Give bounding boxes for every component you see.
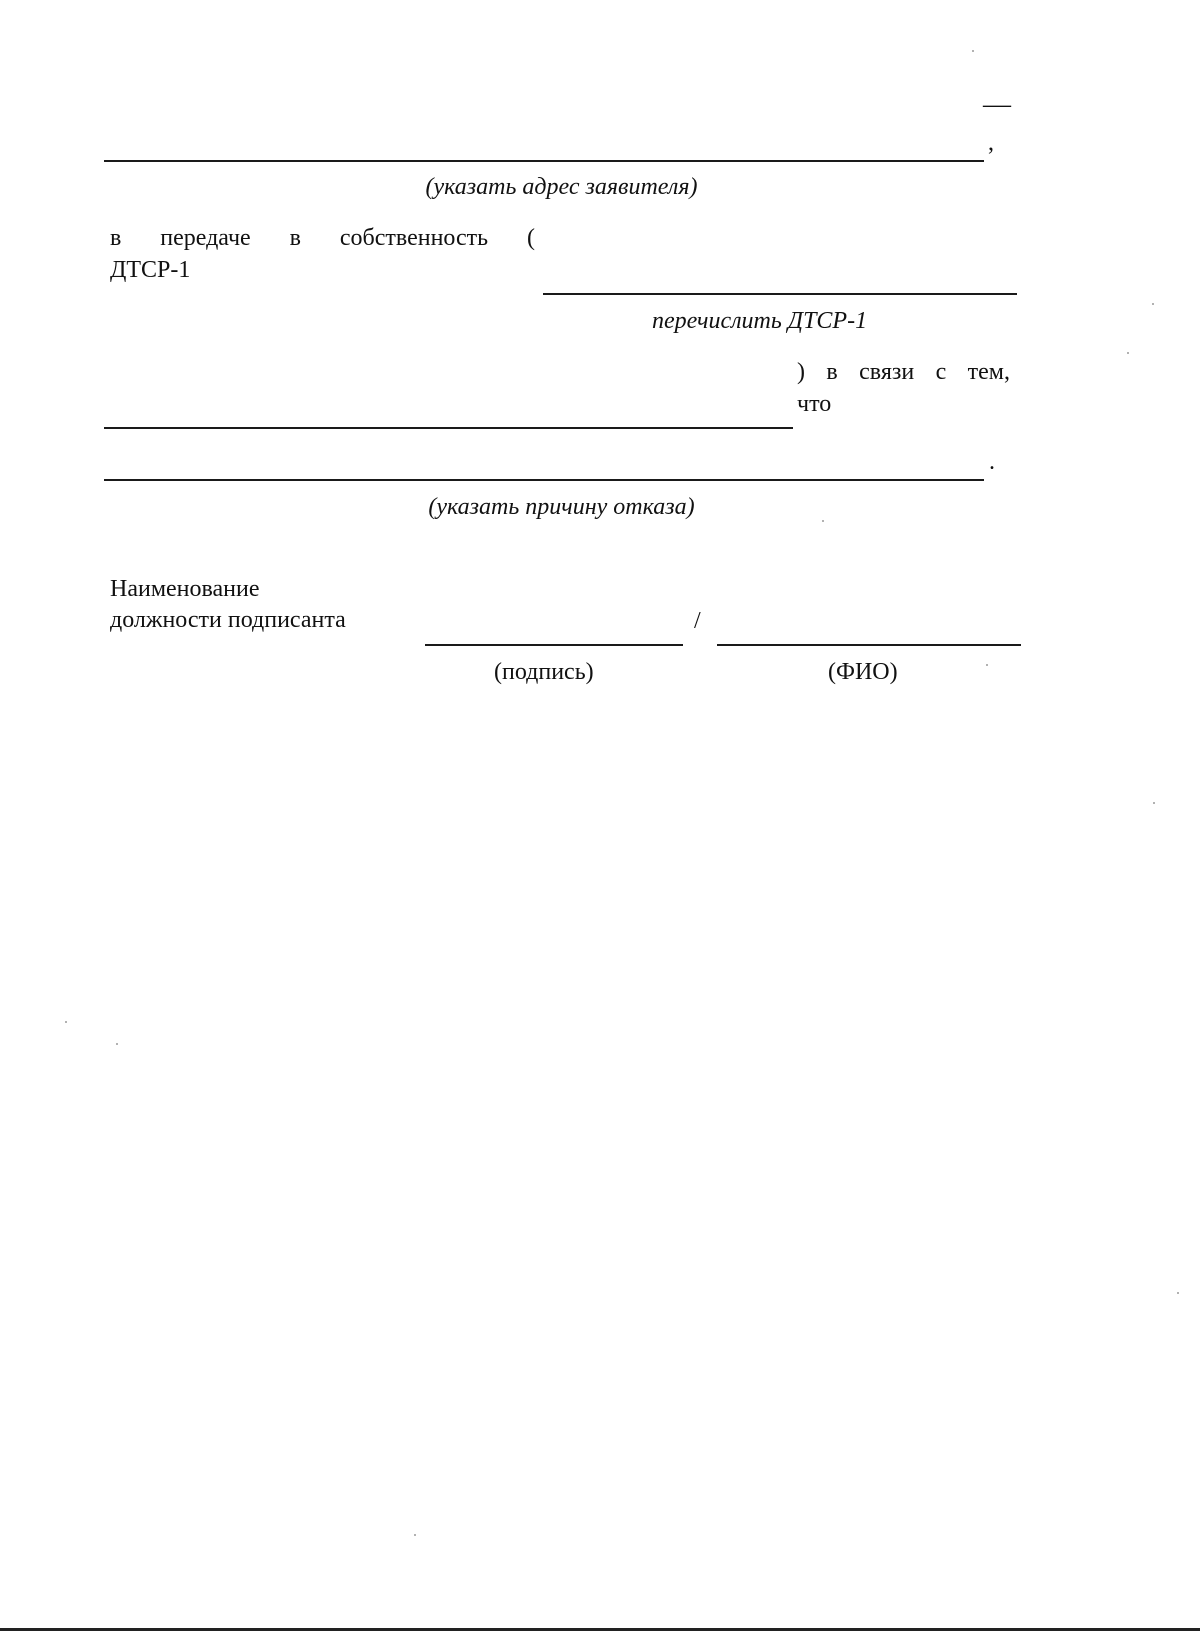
reason-line-2[interactable]: [104, 479, 984, 481]
signature-caption: (подпись): [494, 659, 594, 685]
transfer-word: в: [289, 225, 301, 251]
signature-separator: /: [694, 608, 701, 634]
scan-speck: [414, 1534, 416, 1536]
scan-speck: [986, 664, 988, 666]
reason-word: ): [797, 359, 805, 385]
scan-speck: [1152, 303, 1154, 305]
refusal-reason-caption: (указать причину отказа): [428, 494, 695, 520]
reason-word: тем,: [967, 359, 1010, 385]
dtsr-list-line[interactable]: [543, 293, 1017, 295]
reason-word: связи: [859, 359, 915, 385]
top-dash: —: [983, 89, 1011, 120]
address-comma: ,: [988, 130, 994, 156]
transfer-word: передаче: [160, 225, 251, 251]
signatory-label-line2: должности подписанта: [110, 607, 346, 633]
reason-intro-second-line: что: [797, 391, 832, 417]
full-name-caption: (ФИО): [828, 659, 898, 685]
list-caption: перечислить ДТСР-1: [652, 308, 868, 334]
scan-speck: [1177, 1292, 1179, 1294]
reason-line-1[interactable]: [104, 427, 793, 429]
signature-line[interactable]: [425, 644, 683, 646]
scan-speck: [1153, 802, 1155, 804]
transfer-word: собственность: [339, 225, 489, 251]
signatory-label-line1: Наименование: [110, 576, 260, 602]
transfer-word: (: [527, 225, 535, 251]
page-bottom-edge: [0, 1628, 1200, 1631]
applicant-address-caption: (указать адрес заявителя): [425, 174, 698, 200]
reason-period: .: [989, 449, 995, 475]
full-name-line[interactable]: [717, 644, 1021, 646]
transfer-word: в: [110, 225, 122, 251]
reason-intro-phrase: [797, 357, 1010, 387]
reason-word: в: [826, 359, 838, 385]
scan-speck: [1127, 352, 1129, 354]
scan-speck: [116, 1043, 118, 1045]
scan-speck: [822, 520, 824, 522]
reason-word: с: [935, 359, 947, 385]
scan-speck: [65, 1021, 67, 1023]
applicant-address-line[interactable]: [104, 160, 984, 162]
transfer-phrase: [110, 223, 535, 253]
scan-speck: [972, 50, 974, 52]
transfer-object-label: ДТСР-1: [110, 257, 191, 283]
